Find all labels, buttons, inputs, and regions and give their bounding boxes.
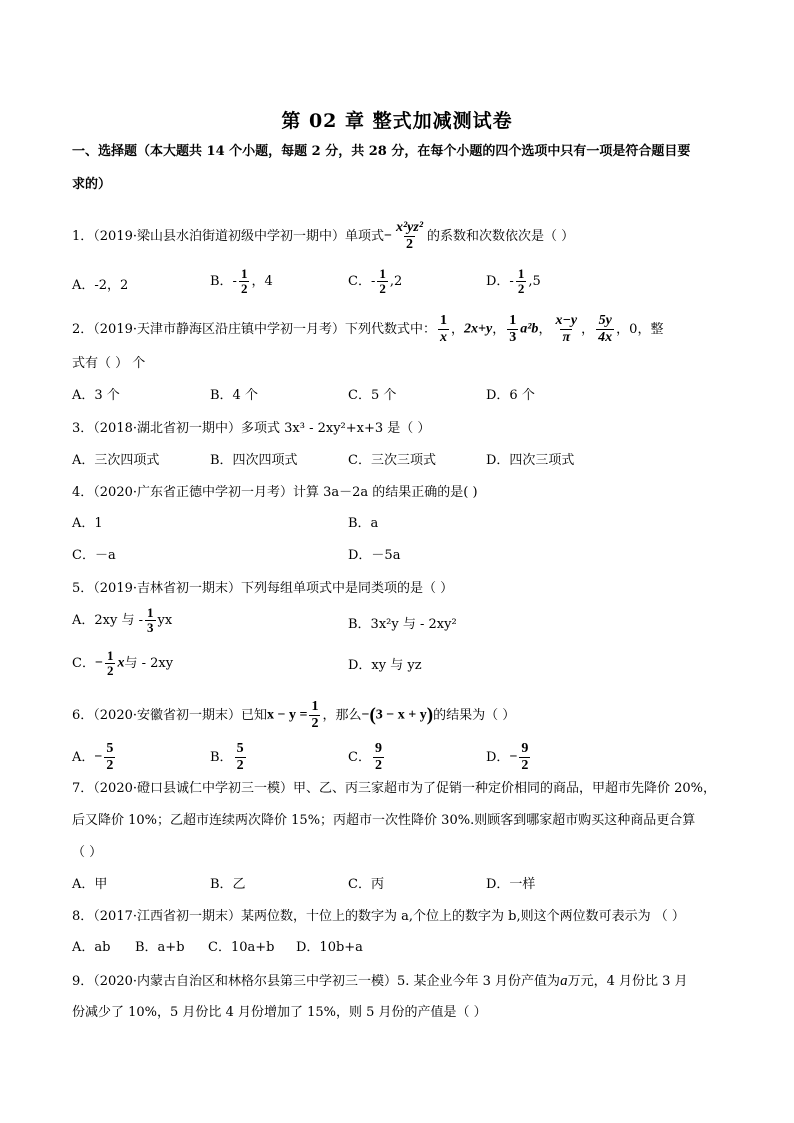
q9-variable: a: [560, 973, 568, 989]
q6-condition: x − y =: [267, 707, 308, 723]
page-title: 第 02 章 整式加减测试卷: [281, 110, 513, 132]
question-7-line2: 后又降价 10%；乙超市连续两次降价 15%；丙超市一次性降价 30%.则顾客到哪家超市购买这种商品更合算: [72, 813, 696, 828]
question-7-line3: （ ）: [72, 845, 103, 860]
q2-option-a: A．3 个: [72, 388, 120, 403]
question-6: 6．（2020·安徽省初一期末）已知x − y = $\frac{1}{2}$ ，那么−(3 − x + y)的结果为（ ）: [72, 699, 516, 731]
q7-option-d: D．一样: [486, 877, 536, 892]
question-8: 8．（2017·江西省初一期末）某两位数，十位上的数字为 a,个位上的数字为 b,则这个两位数可表示为 （ ）: [72, 909, 685, 924]
q7-option-c: C．丙: [348, 877, 384, 892]
q3-option-d: D．四次三项式: [486, 453, 575, 468]
q7-option-a: A．甲: [72, 877, 108, 892]
q8-option-d: D．10b+a: [296, 940, 363, 955]
q1-option-c: C．- $\frac{1}{2}$ ,2: [348, 266, 403, 296]
question-5: 5．（2019·吉林省初一期末）下列每组单项式中是同类项的是（ ）: [72, 581, 454, 596]
q2-suffix: ，0，整: [616, 322, 664, 337]
q4-option-c: C．－a: [72, 548, 116, 563]
question-2-line2: 式有（ ） 个: [72, 356, 146, 371]
q6-prefix: 6．（2020·安徽省初一期末）已知: [72, 708, 267, 723]
q1-d-fraction: $\frac{1}{2}$: [517, 266, 525, 296]
q4-option-a: A．1: [72, 516, 103, 531]
q1-b-fraction: $\frac{1}{2}$: [240, 266, 248, 296]
q1-c-fraction: $\frac{1}{2}$: [379, 266, 386, 296]
q2-option-b: B．4 个: [210, 388, 258, 403]
q8-option-a: A．ab: [72, 940, 111, 955]
q2-option-d: D．6 个: [486, 388, 535, 403]
q5-option-c: C．− $\frac{1}{2}$ x与 - 2xy: [72, 648, 174, 678]
q2-expr-2: 2x+y: [464, 321, 493, 337]
q6-option-a: A．− $\frac{5}{2}$: [72, 741, 114, 773]
q3-option-a: A．三次四项式: [72, 453, 160, 468]
question-9-line1: 9．（2020·内蒙古自治区和林格尔县第三中学初三一模）5. 某企业今年 3 月份产值为a万元，4 月份比 3 月: [72, 973, 688, 989]
question-4: 4．（2020·广东省正德中学初一月考）计算 3a－2a 的结果正确的是( ): [72, 485, 478, 500]
q3-option-c: C．三次三项式: [348, 453, 436, 468]
q2-expr-1: $\frac{1}{x}$: [440, 313, 447, 345]
q2-expr-3: $\frac{1}{3}$: [509, 313, 517, 345]
q5-c-fraction: $\frac{1}{2}$: [106, 648, 114, 678]
q4-option-d: D．－5a: [348, 548, 401, 563]
q1-fraction: [394, 220, 425, 253]
q2-prefix: 2．（2019·天津市静海区沿庄镇中学初一月考）下列代数式中：: [72, 322, 436, 337]
q4-option-b: B．a: [348, 516, 379, 531]
q3-option-b: B．四次四项式: [210, 453, 298, 468]
q2-option-c: C．5 个: [348, 388, 397, 403]
q1-frac-den: 2: [406, 237, 414, 252]
q6-option-b: B． $\frac{5}{2}$: [210, 741, 244, 773]
q2-expr-4: $\frac{x-y}{\pi}$: [555, 313, 578, 345]
q5-a-fraction: $\frac{1}{3}$: [147, 605, 154, 635]
section-heading-line1: 一、选择题（本大题共 14 个小题，每题 2 分，共 28 分，在每个小题的四个选项中只有一项是符合题目要: [72, 144, 691, 159]
q1-minus: −: [384, 228, 392, 244]
q5-option-d: D．xy 与 yz: [348, 658, 422, 673]
section-heading-line2: 求的）: [72, 177, 112, 192]
q7-option-b: B．乙: [210, 877, 246, 892]
q1-prefix: 1．（2019·梁山县水泊街道初级中学初一期中）单项式: [72, 229, 384, 244]
q5-option-b: B．3x²y 与 - 2xy²: [348, 617, 457, 632]
question-7-line1: 7．（2020·磴口县诚仁中学初三一模）甲、乙、丙三家超市为了促销一种定价相同的商品，甲超市先降价 20%，: [72, 781, 717, 796]
q2-expr-5: $\frac{5y}{4x}$: [598, 313, 613, 345]
q6-option-c: C． $\frac{9}{2}$: [348, 741, 382, 773]
q6-option-d: D．− $\frac{9}{2}$: [486, 741, 529, 773]
q6-condition-fraction: $\frac{1}{2}$: [311, 699, 319, 731]
q5-option-a: A．2xy 与 - $\frac{1}{3}$ yx: [72, 605, 173, 635]
q6-suffix: 的结果为（ ）: [433, 708, 516, 723]
q8-option-b: B．a+b: [135, 940, 185, 955]
q1-option-b: B．- $\frac{1}{2}$ ，4: [210, 266, 273, 296]
question-1: [72, 220, 574, 253]
question-2: 2．（2019·天津市静海区沿庄镇中学初一月考）下列代数式中： $\frac{1}{x}$ ，2x+y， $\frac{1}{3}$ a²b， $\frac{x-y}{\pi}$ ， $\frac{5y}{4x}$ ，0，整: [72, 313, 664, 345]
q1-option-a: A．-2，2: [72, 278, 129, 293]
question-3: 3．（2018·湖北省初一期中）多项式 3x³ - 2xy²+x+3 是（ ）: [72, 421, 431, 436]
q1-suffix: 的系数和次数依次是（ ）: [427, 229, 575, 244]
q1-frac-num: x²yz²: [395, 220, 424, 235]
q6-expression: 3 − x + y: [375, 707, 427, 723]
question-9-line2: 份减少了 10%，5 月份比 4 月份增加了 15%，则 5 月份的产值是（ ）: [72, 1005, 487, 1020]
q1-option-d: D．- $\frac{1}{2}$ ,5: [486, 266, 541, 296]
q8-option-c: C．10a+b: [208, 940, 275, 955]
